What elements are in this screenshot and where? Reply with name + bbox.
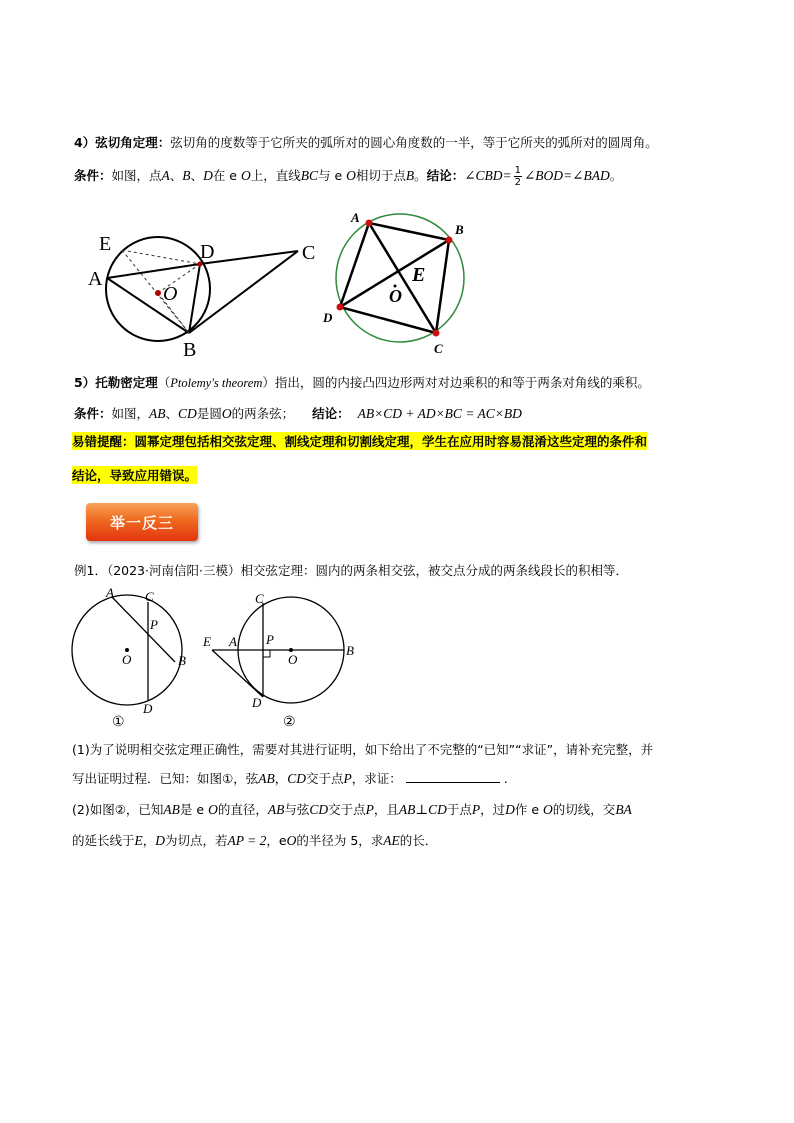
text: 的半径为 5，求 (296, 833, 384, 848)
center-dot (155, 290, 161, 296)
label-c: C (434, 341, 443, 356)
text: 于点 (446, 802, 472, 817)
question-text: (1)为了说明相交弦定理正确性，需要对其进行证明，如下给出了不完整的“已知”“求证”，请补充完整，并 (72, 742, 654, 757)
tangent-ed (212, 650, 263, 697)
point-b (446, 237, 453, 244)
var: BC (300, 168, 318, 183)
denominator: 2 (514, 177, 521, 188)
theorem-4-line (74, 133, 658, 151)
question-1-line-2 (72, 769, 508, 787)
text: 是圆 (196, 406, 222, 421)
paren: ） (262, 375, 275, 390)
text: 交于点 (328, 802, 366, 817)
var: AB (267, 802, 285, 817)
var: D (505, 802, 515, 817)
label-e: E (203, 634, 211, 649)
text: 的延长线于 (72, 833, 135, 848)
var: CD (287, 771, 306, 786)
banner-label: 举一反三 (109, 514, 174, 532)
item-number: 5） (74, 375, 96, 390)
theorem-title: 弦切角定理 (95, 135, 158, 150)
var: O (240, 168, 251, 183)
text: ，且 (373, 802, 399, 817)
warning-line-1 (72, 432, 647, 450)
label-a: A (351, 210, 360, 225)
text: ，e (266, 833, 287, 848)
label-b: B (346, 643, 354, 658)
text: 交于点 (306, 771, 344, 786)
formula: ∠BOD (524, 168, 564, 183)
colon: ： (157, 135, 171, 150)
var: AE (383, 833, 400, 848)
text: 。 (414, 168, 427, 183)
right-angle-mark (263, 650, 270, 657)
figure-ptolemy (318, 205, 478, 360)
sep: 、 (169, 168, 183, 183)
label-e: E (99, 233, 112, 255)
label-o: O (163, 283, 178, 305)
label-b: B (183, 339, 197, 361)
text: 的直径， (217, 802, 268, 817)
warning-line-2 (72, 466, 197, 484)
warning-text: 结论，导致应用错误。 (72, 468, 198, 483)
var: P (343, 771, 352, 786)
label-o: O (122, 652, 132, 667)
question-2-line-2 (72, 831, 437, 849)
text: 的切线，交 (552, 802, 616, 817)
var: D (155, 833, 166, 848)
var: B (182, 168, 191, 183)
var: O (346, 168, 356, 183)
theorem-text: 指出，圆的内接凸四边形两对对边乘积的和等于两条对角线的乘积。 (274, 375, 650, 390)
caption: ② (283, 715, 296, 730)
text: ，求证： (351, 771, 402, 786)
label-b: B (455, 222, 464, 237)
text: 为切点，若 (165, 833, 228, 848)
text: 在 e (212, 168, 237, 183)
text: 如图， (111, 406, 150, 421)
theorem-5-line (74, 373, 650, 391)
text: 与弦 (284, 802, 310, 817)
text: 。 (609, 168, 623, 183)
text: (2)如图②，已知 (72, 802, 164, 817)
text: ， (274, 771, 288, 786)
question-2-line-1 (72, 800, 632, 818)
var: CD (309, 802, 329, 817)
dashed-ed (122, 250, 200, 264)
var: O (286, 833, 297, 848)
var: AB (149, 406, 166, 421)
fraction (514, 165, 522, 188)
var: AB (163, 802, 180, 817)
label-a: A (229, 634, 237, 649)
paren: （ (157, 375, 171, 390)
var: O (221, 406, 232, 421)
circle (106, 237, 210, 341)
label-p: P (150, 617, 158, 632)
label-o: O (389, 286, 402, 306)
label-c: C (255, 591, 264, 606)
figure-tangent-chord (84, 225, 334, 365)
var: P (365, 802, 374, 817)
point-a (366, 220, 373, 227)
theorem-title: 托勒密定理 (95, 375, 158, 390)
text: 作 e (514, 802, 540, 817)
var: BA (615, 802, 632, 817)
text: 写出证明过程．已知：如图①，弦 (72, 771, 259, 786)
example-text: 例1．（2023·河南信阳·三模）相交弦定理：圆内的两条相交弦，被交点分成的两条线段长的积相等． (74, 563, 628, 578)
text: 是 e (179, 802, 205, 817)
item-number: 4） (74, 135, 96, 150)
var: E (134, 833, 143, 848)
label-b: B (178, 653, 186, 668)
var: O (208, 802, 218, 817)
label-d: D (143, 701, 153, 716)
text: 相切于点 (355, 168, 406, 183)
question-1-line-1 (72, 740, 653, 758)
formula: AB⊥CD (398, 802, 447, 817)
text: ， (142, 833, 156, 848)
text: 与 e (318, 168, 343, 183)
numerator: 1 (514, 165, 521, 176)
condition-4-line (74, 165, 622, 188)
condition-5-line (74, 404, 522, 422)
figure-intersecting-chords-2 (200, 582, 360, 732)
formula: ∠CBD= (464, 168, 512, 183)
var: B (405, 168, 415, 183)
text: 如图，点 (111, 168, 162, 183)
condition-label: 条件： (74, 406, 112, 421)
english-name: Ptolemy's theorem (170, 376, 263, 390)
theorem-text: 弦切角的度数等于它所夹的弧所对的圆心角度数的一半，等于它所夹的弧所对的圆周角。 (170, 135, 658, 150)
var: P (471, 802, 481, 817)
label-c: C (302, 242, 316, 264)
text: . (503, 771, 508, 786)
conclusion-label: 结论： (426, 168, 465, 183)
text: 的长． (399, 833, 438, 848)
var: AB (258, 771, 275, 786)
label-a: A (88, 268, 103, 290)
var: O (543, 802, 553, 817)
var: D (203, 168, 213, 183)
text: 的两条弦； (231, 406, 295, 421)
label-o: O (288, 652, 298, 667)
answer-blank[interactable] (406, 770, 500, 783)
sep: 、 (190, 168, 204, 183)
warning-text: 易错提醒：圆幂定理包括相交弦定理、割线定理和切割线定理，学生在应用时容易混淆这些定理的条件和 (72, 434, 648, 449)
var: CD (178, 406, 197, 421)
label-p: P (266, 632, 274, 647)
caption: ① (112, 715, 125, 730)
conclusion-label: 结论： (312, 406, 350, 421)
sep: 、 (165, 406, 179, 421)
label-c: C (145, 589, 154, 604)
label-d: D (323, 310, 333, 325)
ptolemy-formula: AB×CD + AD×BC = AC×BD (357, 406, 522, 421)
text: ，过 (480, 802, 506, 817)
label-d: D (200, 241, 215, 263)
chord-ad (107, 264, 200, 278)
text: 上，直线 (250, 168, 301, 183)
label-a: A (106, 585, 114, 600)
formula: =∠BAD (563, 168, 610, 183)
point-c (433, 330, 440, 337)
condition-label: 条件： (74, 168, 112, 183)
figure-intersecting-chords-1 (68, 582, 198, 732)
point-d (337, 304, 344, 311)
section-banner (86, 503, 198, 541)
quadrilateral (340, 223, 449, 333)
var: A (161, 168, 170, 183)
example-1-line (74, 561, 628, 579)
label-d: D (252, 695, 262, 710)
formula: AP = 2 (227, 833, 267, 848)
label-e: E (412, 264, 426, 286)
